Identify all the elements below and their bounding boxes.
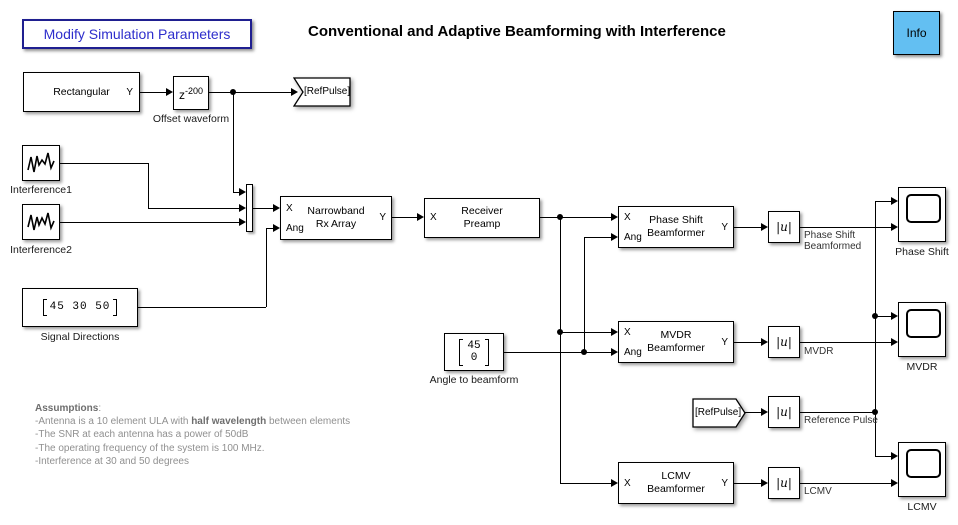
delay-expression: $z^{-200}$: [178, 85, 203, 102]
scope-screen-icon: [906, 449, 941, 478]
wire-junction: [557, 329, 563, 335]
signal-label-lcmv: LCMV: [804, 486, 832, 497]
block-label: LCMV Beamformer: [647, 470, 705, 495]
wire-arrow: [891, 338, 898, 346]
port-label-y: Y: [721, 478, 728, 489]
lcmv-beamformer-block[interactable]: [618, 462, 734, 504]
rectangular-source-block[interactable]: [23, 72, 140, 112]
scope-screen-icon: [906, 194, 941, 223]
waveform-icon: [26, 209, 56, 235]
block-caption: Interference2: [10, 244, 72, 256]
port-label-y: Y: [126, 87, 133, 98]
abs-expression: |u|: [776, 219, 792, 234]
wire-arrow: [761, 338, 768, 346]
wire-arrow: [166, 88, 173, 96]
abs-expression: |u|: [776, 334, 792, 349]
wire: [800, 342, 892, 343]
annotation-heading: Assumptions:: [35, 403, 102, 414]
port-label-y: Y: [379, 212, 386, 223]
block-caption: Signal Directions: [40, 331, 120, 343]
wire-arrow: [273, 224, 280, 232]
mvdr-beamformer-block[interactable]: [618, 321, 734, 363]
wire: [266, 228, 267, 307]
port-label-y: Y: [721, 337, 728, 348]
annotation-line: -Antenna is a 10 element ULA with half wavelength between elements: [35, 416, 351, 428]
from-tag-label: [RefPulse]: [695, 407, 742, 418]
waveform-icon: [26, 150, 56, 176]
wire: [233, 92, 234, 192]
wire: [138, 307, 266, 308]
wire-arrow: [611, 213, 618, 221]
right-bracket: [485, 339, 489, 366]
wire: [60, 222, 240, 223]
signal-label-mvdr: MVDR: [804, 346, 834, 357]
abs-block-lcmv[interactable]: [768, 467, 800, 499]
wire: [734, 227, 762, 228]
wire: [584, 237, 612, 238]
annotation-line: -The SNR at each antenna has a power of 50dB: [35, 429, 249, 441]
wire-arrow: [891, 452, 898, 460]
constant-value: 45 0: [467, 340, 481, 364]
annotation-line: -The operating frequency of the system is 100 MHz.: [35, 442, 265, 454]
port-label-y: Y: [721, 222, 728, 233]
wire: [800, 227, 892, 228]
scope-screen-icon: [906, 309, 941, 338]
abs-block-phase-shift[interactable]: [768, 211, 800, 243]
annotation-line: -Interference at 30 and 50 degrees: [35, 455, 189, 467]
signal-label-reference-pulse: Reference Pulse: [804, 415, 878, 426]
abs-expression: |u|: [776, 404, 792, 419]
block-caption: Angle to beamform: [429, 374, 519, 386]
port-label-x: X: [286, 203, 293, 214]
wire: [140, 92, 168, 93]
wire: [253, 208, 274, 209]
wire: [148, 208, 240, 209]
wire-arrow: [611, 233, 618, 241]
wire: [875, 316, 892, 317]
wire-arrow: [273, 204, 280, 212]
constant-value: 45 30 50: [49, 301, 111, 313]
abs-expression: |u|: [776, 475, 792, 490]
phase-shift-beamformer-block[interactable]: [618, 206, 734, 248]
interference1-source-block[interactable]: [22, 145, 60, 181]
wire-arrow: [891, 197, 898, 205]
info-button[interactable]: Info: [893, 11, 940, 55]
block-caption: Offset waveform: [152, 113, 230, 125]
port-label-x: X: [430, 212, 437, 223]
wire: [60, 163, 148, 164]
wire: [734, 483, 762, 484]
receiver-preamp-block[interactable]: [424, 198, 540, 238]
wire-arrow: [417, 213, 424, 221]
goto-refpulse-tag[interactable]: [293, 77, 351, 112]
wire-arrow: [239, 204, 246, 212]
interference2-source-block[interactable]: [22, 204, 60, 240]
assumptions-annotation: [35, 402, 350, 468]
right-bracket: [113, 299, 117, 316]
wire: [560, 217, 561, 483]
block-label: Receiver Preamp: [461, 205, 503, 230]
wire: [584, 237, 585, 352]
wire-arrow: [611, 479, 618, 487]
wire-arrow: [891, 223, 898, 231]
block-label: MVDR Beamformer: [647, 329, 705, 354]
wire-arrow: [891, 479, 898, 487]
port-label-x: X: [624, 212, 631, 223]
narrowband-rx-array-block[interactable]: [280, 196, 392, 240]
signal-directions-constant-block[interactable]: [22, 288, 138, 327]
wire-arrow: [761, 479, 768, 487]
port-label-ang: Ang: [624, 232, 642, 243]
wire-arrow: [611, 348, 618, 356]
wire: [800, 483, 892, 484]
wire-arrow: [611, 328, 618, 336]
model-title: Conventional and Adaptive Beamforming with Interference: [308, 23, 726, 40]
block-caption: MVDR: [906, 361, 938, 373]
from-refpulse-tag[interactable]: [692, 398, 746, 433]
block-label: Phase Shift Beamformer: [647, 214, 705, 239]
wire-arrow: [761, 408, 768, 416]
wire: [800, 412, 875, 413]
wire: [504, 352, 612, 353]
block-label: Narrowband Rx Array: [307, 205, 365, 230]
port-label-ang: Ang: [286, 223, 304, 234]
abs-block-reference[interactable]: [768, 396, 800, 428]
wire-arrow: [239, 218, 246, 226]
block-caption: LCMV: [907, 501, 937, 513]
port-label-x: X: [624, 327, 631, 338]
wire-arrow: [761, 223, 768, 231]
wire: [148, 163, 149, 208]
offset-waveform-delay-block[interactable]: [173, 76, 209, 110]
lcmv-scope-block[interactable]: [898, 442, 946, 497]
abs-block-mvdr[interactable]: [768, 326, 800, 358]
goto-tag-label: [RefPulse]: [304, 86, 351, 97]
wire: [734, 342, 762, 343]
wire: [392, 217, 418, 218]
wire: [560, 483, 612, 484]
signal-label-phase-shift-beamformed: Phase Shift Beamformed: [804, 230, 862, 252]
block-caption: Interference1: [10, 184, 72, 196]
port-label-x: X: [624, 478, 631, 489]
block-label: Rectangular: [53, 85, 110, 98]
mvdr-scope-block[interactable]: [898, 302, 946, 357]
wire: [540, 217, 612, 218]
wire: [744, 412, 762, 413]
port-label-ang: Ang: [624, 347, 642, 358]
angle-to-beamform-constant-block[interactable]: [444, 333, 504, 371]
phase-shift-scope-block[interactable]: [898, 187, 946, 242]
wire-arrow: [239, 188, 246, 196]
wire: [875, 201, 892, 202]
wire-arrow: [891, 312, 898, 320]
wire: [560, 332, 612, 333]
wire: [875, 456, 892, 457]
block-caption: Phase Shift: [895, 246, 949, 258]
mux-block[interactable]: [246, 184, 253, 232]
wire: [209, 92, 292, 93]
modify-simulation-parameters-button[interactable]: Modify Simulation Parameters: [22, 19, 252, 49]
